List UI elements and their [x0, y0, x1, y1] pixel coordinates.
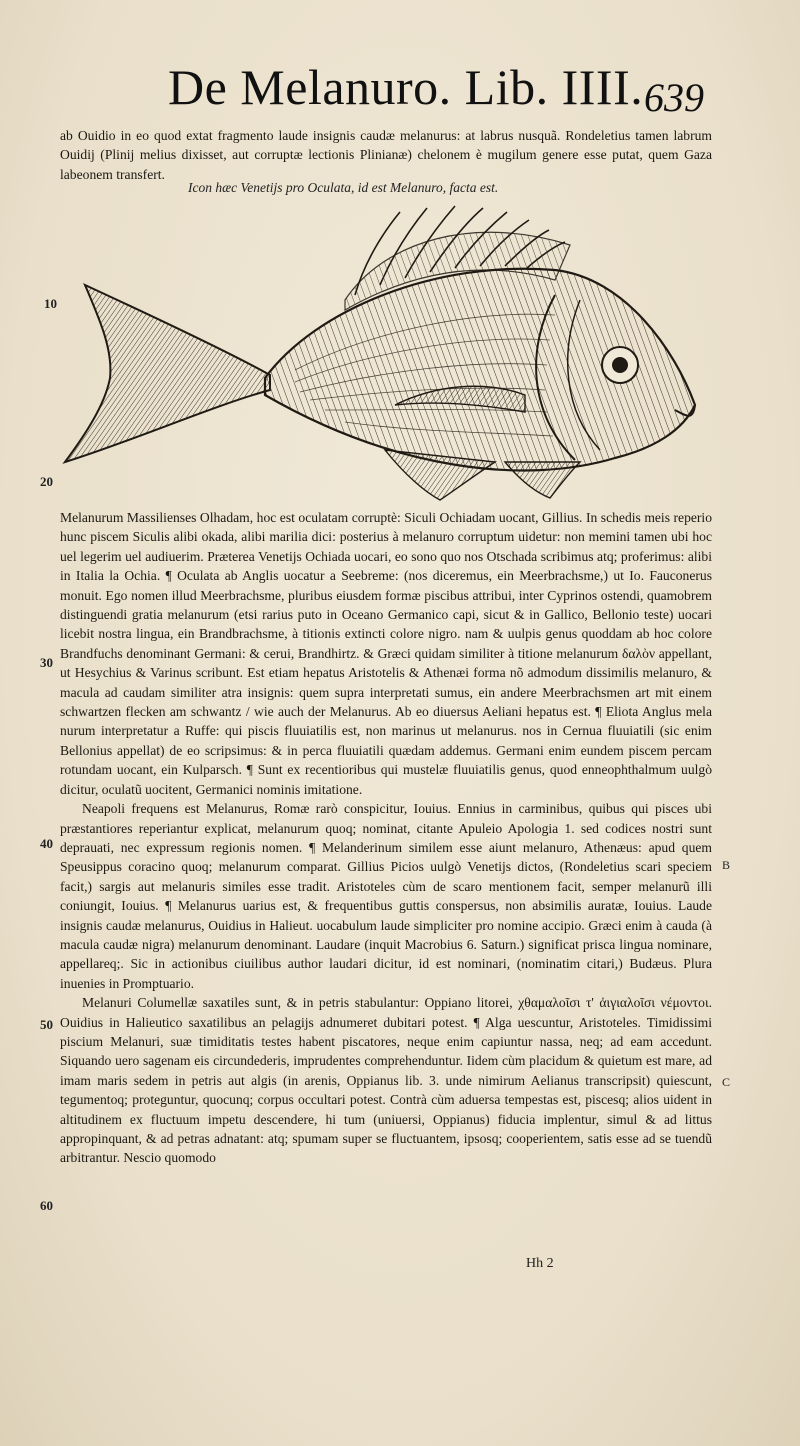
line-number: 20 [40, 474, 53, 489]
paragraph: Melanurum Massilienses Olhadam, hoc est oculatam corruptè: Siculi Ochiadam uocant, Gillius. In schedis meis reperio hunc piscem Siculis alibi okada, alibi marilia dici: posterius à melanuro corruptum uidetur: non memini tamen ubi hoc uel legerim uel audiuerim. Præterea Venetijs Ochiada uocari, eo sono quo nos Otschada scribimus atq; proferimus: alibi in Italia la Ochia. ¶ Oculata ab Anglis uocatur a Seebreme: (nos diceremus, ein Meerbrachsme,) ut Io. Fauconerus monuit. Ego nomen illud Meerbrachsme, pluribus eiusdem formæ piscibus attribui, inter Cyprinos ostendi, quamobrem distinguendi gratia melanurum (etsi rarius puto in Oceano Germanico capi, sicut & in Gallico, Bellonio teste) uocari licebit nostra lingua, ein Brandbrachsme, à titionis extincti colore nigro. nam & uulpis genus quoddam ab hoc colore Brandfuchs denominant Germani: & cerui, Brandhirtz. & Græci quidam similiter à titione melanurum δαλὸν appellant, ut Hesychius & Varinus scribunt. Est etiam hepatus Aristotelis & Athenæi forma nõ admodum dissimilis melanuro, & macula ad caudam similiter atra insignis: quem supra interpretati sumus, ein andere Meerbrachsmen art mit einem schwartzen flecken am schwantz / wie auch der Melanurus. Ab eo diuersus Aeliani hepatus est. ¶ Eliota Anglus mela nurum interpretatur a Ruffe: qui piscis fluuiatilis est, non marinus ut melanurus. nos in Cernua fluuiatili (sic enim Bellonius appellat) de eo scripsimus: & in perca fluuiatili quædam addemus. Germani enim eundem piscem percam rotundam uocant, ein Kulparsch. ¶ Sunt ex recentioribus qui mustelæ fluuiatilis genus, quod enneophthalmum uulgò dicitur, oculatũ uocitent, Germanici nominis imitatione. [60, 510, 712, 797]
margin-note: C [722, 1075, 731, 1089]
page-signature: Hh 2 [526, 1256, 554, 1271]
line-number: 40 [40, 836, 53, 851]
line-number: 60 [40, 1198, 53, 1213]
page-number: 639 [644, 75, 704, 120]
page-title: De Melanuro. Lib. IIII. [168, 59, 644, 115]
margin-note: B [722, 858, 731, 872]
paragraph: Melanuri Columellæ saxatiles sunt, & in petris stabulantur: Oppiano litorei, χθαμαλοῖσι τ' ἀιγιαλοῖσι νέμοντοι. Ouidius in Halieutico saxatilibus an pelagijs adnumeret dubitari potest. ¶ Alga uescuntur, Aristoteles. Timidissimi piscium Melanuri, suæ timiditatis testes habent piscatores, neque enim capiuntur nassa, neq; ad eam accedunt. Siquando uero sagenam eis circundederis, imprudentes comprehenduntur. Iidem cùm placidum & quietum est mare, ad imam maris sedem in petris aut algis (in arenis, Oppianus lib. 3. unde nimirum Aelianus transcripsit) quiescunt, tegumentoq; proteguntur, quocunq; corpus occultari potest. Contrà cùm aduersa tempestas est, piscesq; alios uident in altitudinem ex fluctuum impetu descendere, hi tum (uniuersi, Oppianus) fiducia implentur, simul & ad littus appropinquant, & ad petras adnatant: atq; spumam super se fluctuantem, ipsosq; cooperientem, satis esse ad se tuendũ arbitrantur. Nescio quomodo [60, 995, 712, 1166]
line-number: 10 [44, 296, 57, 311]
line-number: 50 [40, 1017, 53, 1032]
top-paragraph [60, 126, 712, 184]
page-header [0, 52, 800, 122]
main-text [60, 508, 712, 1168]
line-number: 30 [40, 655, 53, 670]
paragraph: ab Ouidio in eo quod extat fragmento laude insignis caudæ melanurus: at labrus nusquã. Rondeletius tamen labrum Ouidij (Plinij melius dixisset, aut corruptæ lectionis Plinianæ) chelonem è mugilum genere esse putat, quem Gaza labeonem transfert. [60, 128, 712, 182]
figure-caption: Icon hæc Venetijs pro Oculata, id est Melanuro, facta est. [188, 180, 499, 195]
paragraph: Neapoli frequens est Melanurus, Romæ rarò conspicitur, Iouius. Ennius in carminibus, quibus qui pisces ubi præstantiores reperiantur explicat, melanurum quoq; nominat, citante Apuleio Apologia 1. sed codices nostri sunt deprauati, nec expressum regionis nomen. ¶ Melanderinum similem esse aiunt melanuro, Athenæus: apud quem Speusippus coracino quoq; melanurum comparat. Gillius Picios uulgò Venetijs dictos, (Rondeletius scari speciem facit,) sargis aut melanuris similes esse tradit. Aristoteles cùm de scaro mentionem facit, semper melanurũ illi coniungit, Iouius. ¶ Melanurus uarius est, & frequentibus guttis conspersus, non absimilis auratæ, Iouius. Laude insignis caudæ melanurus, Ouidius in Halieut. uocabulum laude simpliciter pro nomine accipio. Græci enim à cauda (à macula caudæ nigra) melanurum denominant. Laudare (inquit Macrobius 6. Saturn.) significat prisca lingua nominare, appellareq;. Sic in actionibus ciuilibus author laudari dicitur, id est nominari, (nominatim citari,) Budæus. Plura inuenies in Promptuario. [60, 801, 712, 991]
fish-woodcut-illustration [55, 200, 705, 505]
